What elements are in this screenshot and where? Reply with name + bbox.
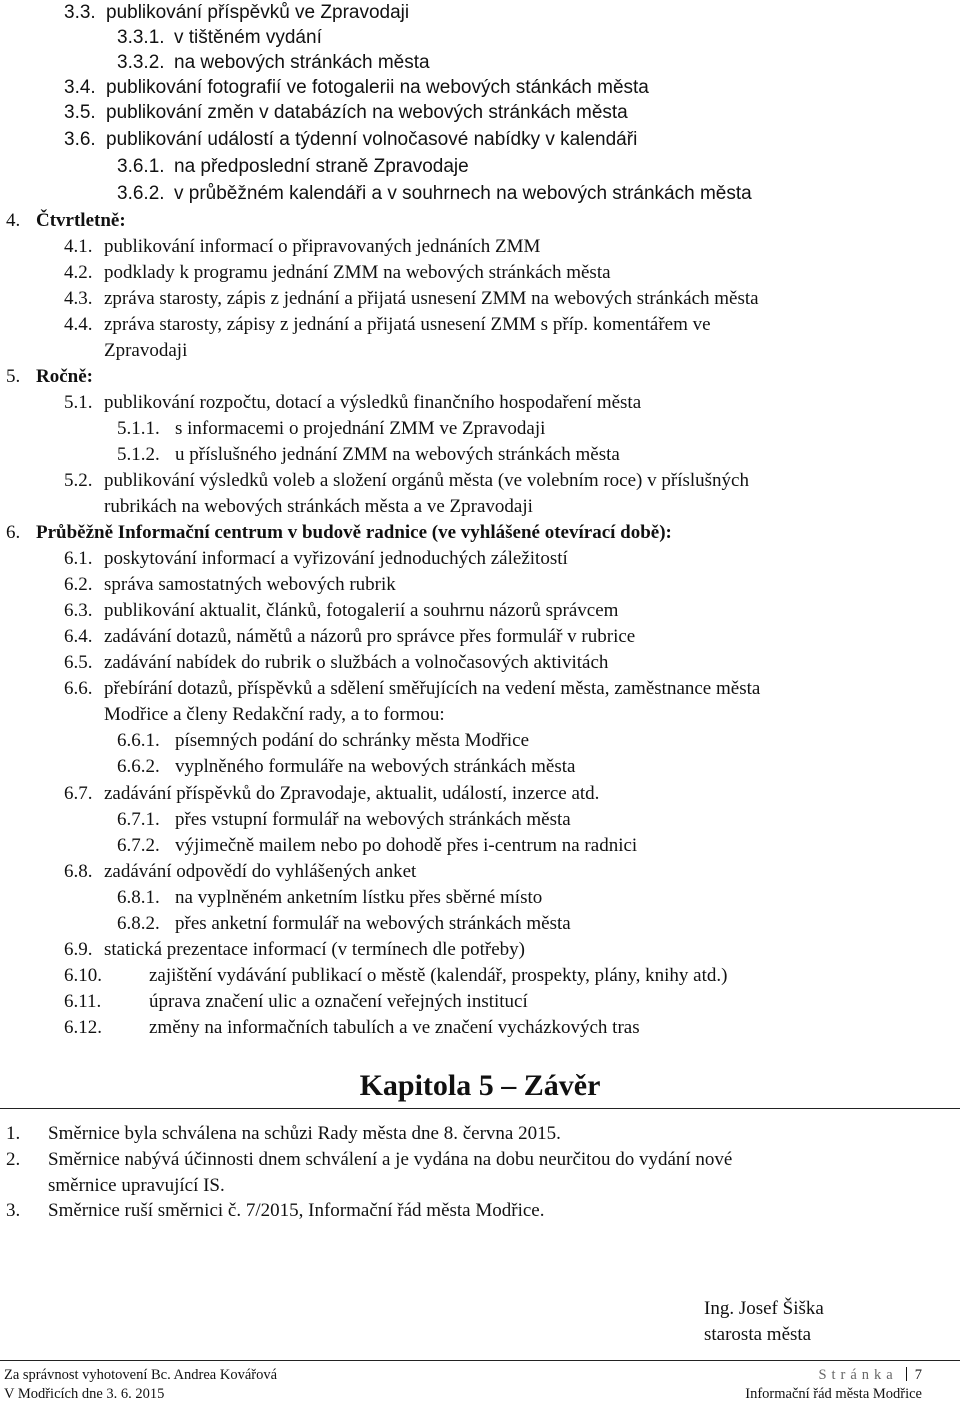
outline-item xyxy=(64,127,637,152)
item-number: 4.2. xyxy=(64,262,93,283)
item-number: 6.7. xyxy=(64,783,93,804)
outline-item xyxy=(64,1015,640,1040)
outline-item xyxy=(64,650,608,675)
outline-item xyxy=(64,572,396,597)
outline-item xyxy=(64,468,749,493)
footer-doc-title: Informační řád města Modřice xyxy=(745,1386,922,1402)
outline-item xyxy=(64,75,649,100)
item-text: publikování výsledků voleb a složení orgánů města (ve volebním roce) v příslušných xyxy=(104,470,749,491)
outline-item xyxy=(64,260,611,285)
item-text: zadávání příspěvků do Zpravodaje, aktualit, událostí, inzerce atd. xyxy=(104,783,600,804)
outline-item xyxy=(64,963,727,988)
page-separator xyxy=(906,1367,907,1381)
conclusion-item-continuation xyxy=(48,1173,225,1198)
outline-item xyxy=(64,234,540,259)
outline-item xyxy=(64,624,635,649)
footer-page xyxy=(818,1366,922,1384)
item-text: přebírání dotazů, příspěvků a sdělení směřujících na vedení města, zaměstnance města xyxy=(104,678,761,699)
page-number: 7 xyxy=(914,1367,922,1383)
outline-item xyxy=(64,312,711,337)
item-text: publikování událostí a týdenní volnočasové nabídky v kalendáři xyxy=(106,129,638,150)
item-number: 5.2. xyxy=(64,470,93,491)
item-text: na předposlední straně Zpravodaje xyxy=(174,156,469,177)
item-text: u příslušného jednání ZMM na webových stránkách města xyxy=(175,444,620,465)
item-number: 6.1. xyxy=(64,548,93,569)
outline-item xyxy=(64,859,416,884)
item-number: 6. xyxy=(6,522,21,543)
outline-item xyxy=(64,781,599,806)
item-text: Směrnice nabývá účinnosti dnem schválení a je vydána na dobu neurčitou do vydání nové xyxy=(48,1149,733,1170)
outline-item xyxy=(117,25,322,50)
item-number: 6.5. xyxy=(64,652,93,673)
outline-item xyxy=(117,442,620,467)
item-number: 3.6.1. xyxy=(117,156,165,177)
item-number: 5.1. xyxy=(64,392,93,413)
item-text: podklady k programu jednání ZMM na webových stránkách města xyxy=(104,262,611,283)
item-text: písemných podání do schránky města Modřice xyxy=(175,730,530,751)
item-text: publikování aktualit, článků, fotogalerií a souhrnu názorů správcem xyxy=(104,600,619,621)
outline-item xyxy=(64,937,525,962)
outline-item xyxy=(117,416,545,441)
item-number: 6.8.2. xyxy=(117,913,160,934)
heading-divider xyxy=(0,1108,960,1109)
outline-item xyxy=(117,728,529,753)
outline-item xyxy=(117,885,542,910)
item-number: 3.6. xyxy=(64,129,96,150)
item-number: 4. xyxy=(6,210,21,231)
item-text: úprava značení ulic a označení veřejných institucí xyxy=(149,991,528,1012)
page-label: Stránka xyxy=(818,1367,898,1383)
item-number: 3.4. xyxy=(64,77,96,98)
item-text: v průběžném kalendáři a v souhrnech na webových stránkách města xyxy=(174,183,752,204)
item-text: Modřice a členy Redakční rady, a to formou: xyxy=(104,704,445,725)
item-number: 3. xyxy=(6,1200,21,1221)
item-number: 3.3.1. xyxy=(117,27,165,48)
item-text: zadávání dotazů, námětů a názorů pro správce přes formulář v rubrice xyxy=(104,626,636,647)
conclusion-item xyxy=(6,1147,732,1172)
item-text: na webových stránkách města xyxy=(174,52,430,73)
outline-item xyxy=(64,598,618,623)
item-number: 6.4. xyxy=(64,626,93,647)
item-number: 6.9. xyxy=(64,939,93,960)
item-text: publikování fotografií ve fotogalerii na webových stánkách města xyxy=(106,77,649,98)
outline-item xyxy=(117,154,469,179)
outline-item-continuation xyxy=(104,494,533,519)
outline-item xyxy=(64,0,409,25)
outline-item xyxy=(117,833,637,858)
item-text: zadávání odpovědí do vyhlášených anket xyxy=(104,861,417,882)
item-text: Průběžně Informační centrum v budově radnice (ve vyhlášené otevírací době): xyxy=(36,522,672,543)
signatory-role: starosta města xyxy=(704,1324,812,1345)
item-number: 6.6. xyxy=(64,678,93,699)
item-number: 4.3. xyxy=(64,288,93,309)
item-number: 6.6.2. xyxy=(117,756,160,777)
item-text: změny na informačních tabulích a ve značení vycházkových tras xyxy=(149,1017,640,1038)
chapter-title: Kapitola 5 – Závěr xyxy=(359,1069,601,1102)
item-text: Zpravodaji xyxy=(104,340,188,361)
item-text: rubrikách na webových stránkách města a ve Zpravodaji xyxy=(104,496,533,517)
item-text: výjimečně mailem nebo po dohodě přes i-centrum na radnici xyxy=(175,835,638,856)
item-number: 4.1. xyxy=(64,236,93,257)
item-number: 3.6.2. xyxy=(117,183,165,204)
item-text: vyplněného formuláře na webových stránkách města xyxy=(175,756,576,777)
item-number: 6.10. xyxy=(64,965,102,986)
item-number: 1. xyxy=(6,1123,21,1144)
item-number: 5.1.2. xyxy=(117,444,160,465)
item-number: 6.2. xyxy=(64,574,93,595)
outline-heading xyxy=(6,364,93,389)
item-text: s informacemi o projednání ZMM ve Zpravodaji xyxy=(175,418,546,439)
item-text: zadávání nabídek do rubrik o službách a volnočasových aktivitách xyxy=(104,652,609,673)
outline-heading xyxy=(6,208,126,233)
item-text: publikování příspěvků ve Zpravodaji xyxy=(106,2,410,23)
item-number: 2. xyxy=(6,1149,21,1170)
outline-item xyxy=(64,989,528,1014)
outline-item xyxy=(64,546,568,571)
item-number: 6.8. xyxy=(64,861,93,882)
item-number: 6.11. xyxy=(64,991,102,1012)
item-number: 6.12. xyxy=(64,1017,102,1038)
item-number: 4.4. xyxy=(64,314,93,335)
item-text: Směrnice ruší směrnici č. 7/2015, Informační řád města Modřice. xyxy=(48,1200,545,1221)
item-text: směrnice upravující IS. xyxy=(48,1175,225,1196)
outline-item-continuation xyxy=(104,702,445,727)
item-text: na vyplněném anketním lístku přes sběrné místo xyxy=(175,887,543,908)
item-number: 6.6.1. xyxy=(117,730,160,751)
outline-item-continuation xyxy=(104,338,187,363)
conclusion-item xyxy=(6,1121,561,1146)
item-text: publikování informací o připravovaných jednáních ZMM xyxy=(104,236,541,257)
outline-item xyxy=(117,807,571,832)
item-text: publikování rozpočtu, dotací a výsledků finančního hospodaření města xyxy=(104,392,642,413)
item-number: 6.8.1. xyxy=(117,887,160,908)
footer-date: V Modřicích dne 3. 6. 2015 xyxy=(4,1386,165,1402)
item-number: 3.3. xyxy=(64,2,96,23)
item-text: poskytování informací a vyřizování jednoduchých záležitostí xyxy=(104,548,568,569)
item-text: zpráva starosty, zápisy z jednání a přijatá usnesení ZMM s příp. komentářem ve xyxy=(104,314,711,335)
item-number: 3.5. xyxy=(64,102,96,123)
outline-item xyxy=(64,286,759,311)
item-number: 6.3. xyxy=(64,600,93,621)
item-text: Čtvrtletně: xyxy=(36,210,126,231)
item-text: Ročně: xyxy=(36,366,93,387)
item-text: zajištění vydávání publikací o městě (kalendář, prospekty, plány, knihy atd.) xyxy=(149,965,728,986)
item-number: 6.7.2. xyxy=(117,835,160,856)
footer-divider xyxy=(0,1360,960,1361)
item-number: 3.3.2. xyxy=(117,52,165,73)
item-text: Směrnice byla schválena na schůzi Rady města dne 8. června 2015. xyxy=(48,1123,561,1144)
outline-item xyxy=(117,50,430,75)
item-text: publikování změn v databázích na webových stránkách města xyxy=(106,102,628,123)
item-text: zpráva starosty, zápis z jednání a přijatá usnesení ZMM na webových stránkách města xyxy=(104,288,759,309)
item-text: správa samostatných webových rubrik xyxy=(104,574,396,595)
outline-item xyxy=(117,911,571,936)
footer-approval: Za správnost vyhotovení Bc. Andrea Kovářová xyxy=(4,1367,278,1383)
item-text: přes vstupní formulář na webových stránkách města xyxy=(175,809,571,830)
outline-item xyxy=(117,181,752,206)
signatory-name: Ing. Josef Šiška xyxy=(704,1298,824,1319)
outline-item xyxy=(64,390,641,415)
item-number: 5.1.1. xyxy=(117,418,160,439)
outline-heading xyxy=(6,520,672,545)
item-text: přes anketní formulář na webových stránkách města xyxy=(175,913,571,934)
outline-item xyxy=(64,100,628,125)
item-number: 5. xyxy=(6,366,21,387)
item-text: statická prezentace informací (v termínech dle potřeby) xyxy=(104,939,525,960)
outline-item xyxy=(64,676,760,701)
item-number: 6.7.1. xyxy=(117,809,160,830)
item-text: v tištěném vydání xyxy=(174,27,322,48)
conclusion-item xyxy=(6,1198,545,1223)
outline-item xyxy=(117,754,575,779)
